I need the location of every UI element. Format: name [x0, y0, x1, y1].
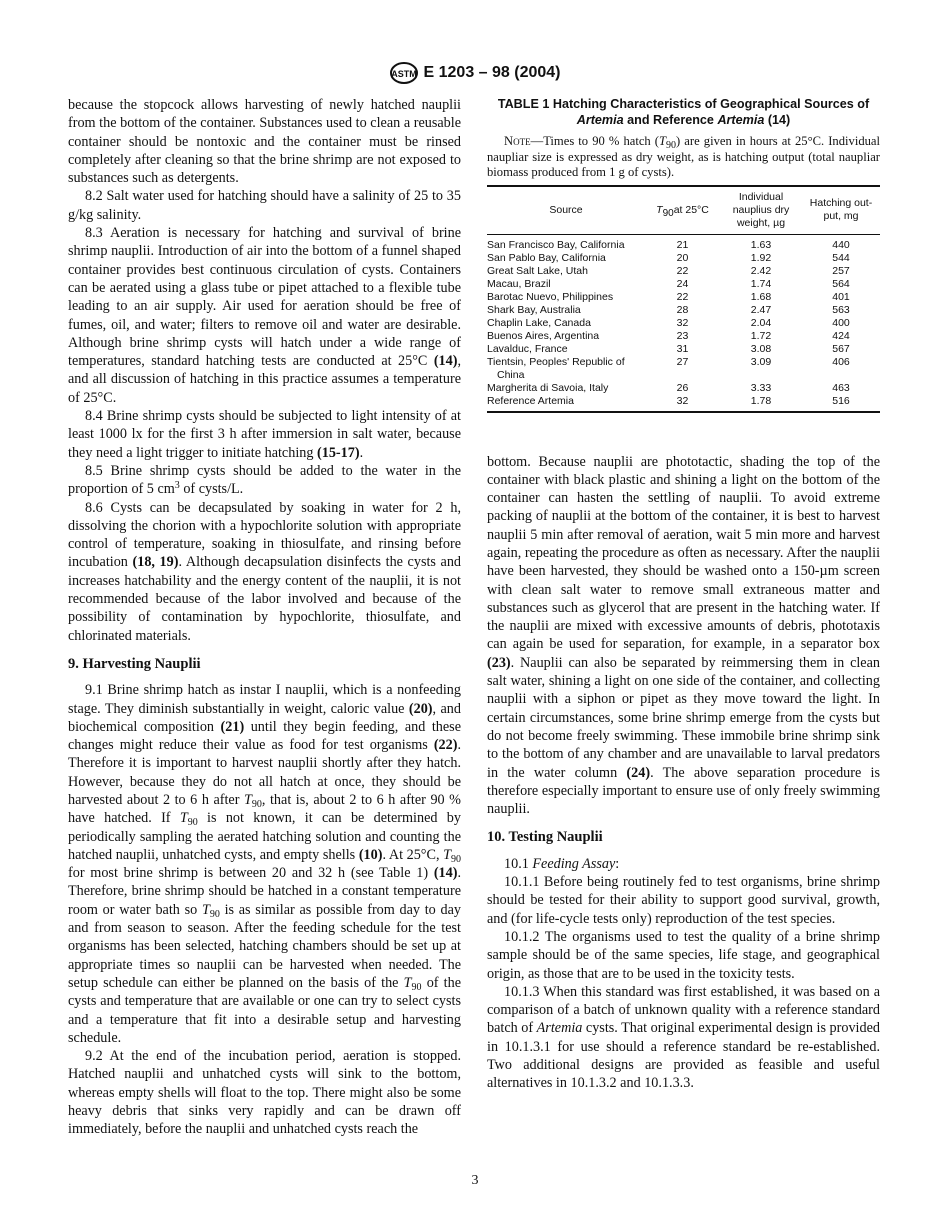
weight-cell: 3.08 — [750, 342, 772, 355]
table-row — [487, 317, 880, 330]
text-run: T — [659, 134, 667, 148]
svg-text:ASTM: ASTM — [390, 69, 417, 79]
table-note — [487, 134, 880, 181]
table-row — [487, 252, 880, 265]
paragraph — [487, 873, 880, 928]
standard-designation: E 1203 – 98 (2004) — [423, 64, 561, 82]
text-run: . — [359, 444, 364, 461]
output-cell: 564 — [832, 277, 850, 290]
text-run: T — [201, 901, 210, 918]
t90-cell: 22 — [676, 264, 689, 277]
right-column — [487, 96, 880, 1093]
text-run: 9.2 At the end of the incubation period, aeration is stopped. Hatched nauplii and unhatched cysts will sink to the bottom, whereas empty shells will float to the top. There might also be some heavy debris that sinks very rapidly and can be drawn off immediately, before the nauplii and unhatched cysts reach the — [68, 1048, 461, 1138]
text-run: , that is, about 2 to 6 h after 90 % have hatched. If — [68, 791, 461, 827]
weight-cell: 1.63 — [750, 238, 772, 251]
paragraph — [487, 928, 880, 983]
text-run: Feeding Assay — [532, 855, 616, 872]
weight-cell: 1.78 — [750, 394, 772, 407]
text-run: 90 — [187, 817, 198, 829]
output-cell: 424 — [832, 329, 850, 342]
page-header — [0, 62, 950, 84]
text-run: 8.2 Salt water used for hatching should have a salinity of 25 to 35 g/kg salinity. — [68, 188, 461, 223]
text-run: T — [179, 810, 188, 827]
text-run: 90 — [451, 853, 461, 865]
source-cell: Margherita di Savoia, Italy — [487, 381, 609, 394]
text-run: 10.1.2 The organisms used to test the quality of a brine shrimp sample should be of the same species, life stage, and geographical origin, as those that are to be used in the toxicity tests. — [487, 928, 880, 982]
col-header-t90: T90at 25°C — [645, 186, 720, 235]
text-run: Note — [504, 134, 531, 148]
text-run: . At 25°C, — [382, 846, 444, 863]
text-run: cysts. That original experimental design is provided in 10.1.3.1 for use should a reference standard be re-established. Two additional designs are provided as feasible and useful alternatives in 10.1.3.2 and 10.1.3.3. — [487, 1020, 880, 1092]
paragraph — [68, 407, 461, 462]
paragraph — [68, 462, 461, 499]
text-run: and Reference — [623, 113, 718, 127]
weight-cell: 2.47 — [750, 303, 772, 316]
col-header-output: Hatching out-put, mg — [802, 186, 880, 235]
text-run: ) are given in hours at 25°C. Individual naupliar size is expressed as dry weight, as is hatching output (total naupliar biomass produced from 1 g of cysts). — [487, 134, 881, 179]
paragraph — [68, 499, 461, 645]
col-header-source: Source — [487, 186, 645, 235]
text-run: 9. Harvesting Nauplii — [68, 655, 201, 672]
weight-cell: 3.09 — [750, 355, 772, 368]
t90-cell: 23 — [676, 329, 689, 342]
text-run: (20) — [408, 700, 433, 717]
text-run: 10.1.3 When this standard was first established, it was based on a comparison of a batch of unknown quality with a reference standard batch of — [487, 983, 880, 1037]
paragraph — [68, 187, 461, 224]
text-run: (10) — [358, 846, 383, 863]
text-run: for most brine shrimp is between 20 and 32 h (see Table 1) — [68, 865, 434, 882]
source-cell: Macau, Brazil — [487, 277, 551, 290]
table-row — [487, 382, 880, 395]
table-row — [487, 234, 880, 252]
text-run: of the cysts and temperature that are available or one can try to select cysts and a temperature that fit into a desirable setup and harvesting schedule. — [68, 974, 461, 1046]
text-run: . The above separation procedure is therefore especially important to ensure use of only freely swimming nauplii. — [487, 764, 880, 818]
text-run: TABLE 1 Hatching Characteristics of Geographical Sources of — [497, 97, 870, 111]
text-run: 9.1 Brine shrimp hatch as instar I nauplii, which is a nonfeeding stage. They diminish substantially in weight, caloric value — [68, 682, 461, 717]
text-run: 8.6 Cysts can be decapsulated by soaking in water for 2 h, dissolving the chorion with a hypochlorite solution with appropriate control of temperature, soaking in thiosulfate, and rinsing before incubation — [68, 499, 461, 571]
output-cell: 567 — [832, 342, 850, 355]
paragraph — [68, 96, 461, 187]
weight-cell: 1.92 — [750, 251, 772, 264]
text-run: 10. Testing Nauplii — [487, 829, 603, 846]
table-caption — [487, 96, 880, 128]
section-heading — [487, 828, 880, 846]
t90-cell: 21 — [676, 238, 689, 251]
source-cell: Great Salt Lake, Utah — [487, 264, 588, 277]
source-cell: Lavalduc, France — [487, 342, 568, 355]
weight-cell: 3.33 — [750, 381, 772, 394]
t90-cell: 27 — [676, 355, 689, 368]
table-row — [487, 356, 880, 382]
text-run: 90 — [411, 981, 422, 993]
text-run: . Therefore, brine shrimp should be hatched in a constant temperature room or water bath so — [68, 865, 461, 918]
text-run: 90 — [666, 140, 677, 151]
t90-cell: 32 — [676, 394, 689, 407]
text-run: , and biochemical composition — [68, 700, 461, 735]
table-row — [487, 265, 880, 278]
output-cell: 406 — [832, 355, 850, 368]
text-run: T — [443, 846, 451, 863]
text-run: (22) — [433, 737, 458, 754]
source-cell: San Francisco Bay, California — [487, 238, 625, 251]
col-header-weight: Individual nauplius dry weight, µg — [720, 186, 802, 235]
source-cell: Chaplin Lake, Canada — [487, 316, 591, 329]
text-run: —Times to 90 % hatch ( — [530, 134, 660, 148]
t90-cell: 24 — [676, 277, 689, 290]
text-run: 3 — [174, 480, 180, 492]
t90-cell: 28 — [676, 303, 689, 316]
t90-cell: 31 — [676, 342, 689, 355]
text-run: 8.5 Brine shrimp cysts should be added to the water in the proportion of 5 cm — [68, 462, 461, 498]
hatching-table — [487, 185, 880, 413]
source-cell: Buenos Aires, Argentina — [487, 329, 600, 342]
paragraph — [68, 681, 461, 1047]
paragraph — [487, 453, 880, 819]
table-row — [487, 330, 880, 343]
text-run: (14) — [433, 353, 458, 370]
weight-cell: 1.68 — [750, 290, 772, 303]
text-run: , and all discussion of hatching in this practice assumes a temperature of 25°C. — [68, 353, 461, 406]
text-run: because the stopcock allows harvesting of newly hatched nauplii from the bottom of the container. Substances used to clean a reusable container should be nontoxic and the container must be rinsed completely after cleaning so that the brine shrimp are not exposed to substances such as detergents. — [68, 97, 461, 187]
text-run: 90 — [209, 908, 220, 920]
text-run: 10.1 — [504, 855, 533, 872]
output-cell: 544 — [832, 251, 850, 264]
text-run: T — [244, 791, 252, 808]
text-run: 8.3 Aeration is necessary for hatching and survival of brine shrimp nauplii. Introduction of air into the bottom of a funnel shaped container provides best continuous circulation of cysts. Containers can be aerated using a glass tube or pipet attached to a flexible tube leading to an air supply. Air used for aeration should be free of fumes, oil, and water; filters to remove oil and water are desirable. Although brine shrimp cysts will hatch under a wide range of temperatures, standard hatching tests are conducted at 25°C — [68, 225, 461, 370]
source-cell: San Pablo Bay, California — [487, 251, 606, 264]
output-cell: 400 — [832, 316, 850, 329]
output-cell: 257 — [832, 264, 850, 277]
text-run: Artemia — [536, 1020, 583, 1037]
text-run: . Although decapsulation disinfects the cysts and increases hatchability and the energy content of the nauplii, it is not recommended because of the labor involved and because of the possibility of contamination by hypochlorite, thiosulfate, and chlorinated materials. — [68, 554, 462, 644]
text-run: is not known, it can be determined by periodically sampling the aerated hatching solution and counting the hatched nauplii, unhatched cysts, and empty shells — [68, 810, 461, 863]
t90-cell: 22 — [676, 290, 689, 303]
weight-cell: 1.72 — [750, 329, 772, 342]
source-cell: Barotac Nuevo, Philippines — [487, 290, 614, 303]
text-run: bottom. Because nauplii are phototactic, shading the top of the container with black plastic and shining a light on the bottom of the container can hasten the settling of nauplii. To avoid extreme packing of nauplii at the bottom of the container, it is best to harvest nauplii 5 min after removal of aeration, wait 5 min more and harvest again, repeating the procedure as often as necessary. After the nauplii have been harvested, they should be washed onto a 150-µm screen with clean salt water to remove small extraneous matter and substances such as glycerol that are present in the hatching water. If the nauplii are mixed with excessive amounts of debris, phototaxis can again be used for separation, for example, in a separator box — [487, 453, 881, 653]
text-run: T — [403, 974, 412, 991]
section-heading — [68, 655, 461, 673]
text-run: (14) — [764, 113, 791, 127]
text-run: 10.1.1 Before being routinely fed to test organisms, brine shrimp should be tested for their ability to support good survival, growth, and (for life-cycle tests only) reproduction of the test species. — [487, 874, 880, 927]
left-column — [68, 96, 461, 1139]
text-run: (24) — [626, 764, 651, 781]
table-row — [487, 291, 880, 304]
table-row — [487, 278, 880, 291]
paragraph — [487, 855, 880, 873]
output-cell: 563 — [832, 303, 850, 316]
text-run: (23) — [487, 654, 511, 671]
text-run: (15-17) — [317, 444, 360, 461]
output-cell: 516 — [832, 394, 850, 407]
table-row — [487, 304, 880, 317]
text-run: Artemia — [717, 113, 765, 127]
weight-cell: 1.74 — [750, 277, 772, 290]
source-cell: Shark Bay, Australia — [487, 303, 581, 316]
text-run: of cysts/L. — [179, 481, 244, 498]
page-number: 3 — [471, 1173, 479, 1188]
text-run: 90 — [251, 798, 262, 810]
astm-logo — [390, 62, 418, 84]
paragraph — [68, 1047, 461, 1138]
output-cell: 401 — [832, 290, 850, 303]
text-run: until they begin feeding, and these changes might reduce their value as food for test organisms — [68, 718, 461, 754]
t90-cell: 20 — [676, 251, 689, 264]
text-run: . Nauplii can also be separated by reimmersing them in clean salt water, shining a light on one side of the container, and collecting nauplii with a siphon or pipet as they move toward the light. In certain circumstances, some brine shrimp emerge from the cysts but do not become freely swimming. These immobile brine shrimp sink to the bottom of any chamber and are unavailable to larval predators in the water column — [487, 654, 880, 781]
text-run: . Therefore it is important to harvest nauplii shortly after they hatch. However, because they do not all hatch at once, they should be harvested about 2 to 6 h after — [68, 737, 461, 808]
t90-cell: 26 — [676, 381, 689, 394]
paragraph — [68, 224, 461, 407]
paragraph — [487, 983, 880, 1093]
text-run: (21) — [220, 718, 245, 735]
source-cell: Tientsin, Peoples' Republic of China — [487, 355, 625, 381]
source-cell: Reference Artemia — [487, 394, 574, 407]
text-run: Artemia — [576, 113, 624, 127]
output-cell: 463 — [832, 381, 850, 394]
weight-cell: 2.04 — [750, 316, 772, 329]
t90-cell: 32 — [676, 316, 689, 329]
text-run: : — [615, 855, 620, 872]
text-run: is as similar as possible from day to day and from season to season. After the feeding schedule for the test organisms has been selected, hatching chambers should be set up at appropriate times so nauplii can be harvested when needed. The setup schedule can either be planned on the basis of the — [68, 901, 461, 991]
table-row — [487, 343, 880, 356]
table-row — [487, 395, 880, 412]
weight-cell: 2.42 — [750, 264, 772, 277]
text-run: (14) — [433, 865, 458, 882]
text-run: 8.4 Brine shrimp cysts should be subjected to light intensity of at least 1000 lx for the first 3 h after immersion in salt water, because they need a light trigger to initiate hatching — [68, 408, 461, 461]
text-run: (18, 19) — [132, 554, 179, 571]
output-cell: 440 — [832, 238, 850, 251]
